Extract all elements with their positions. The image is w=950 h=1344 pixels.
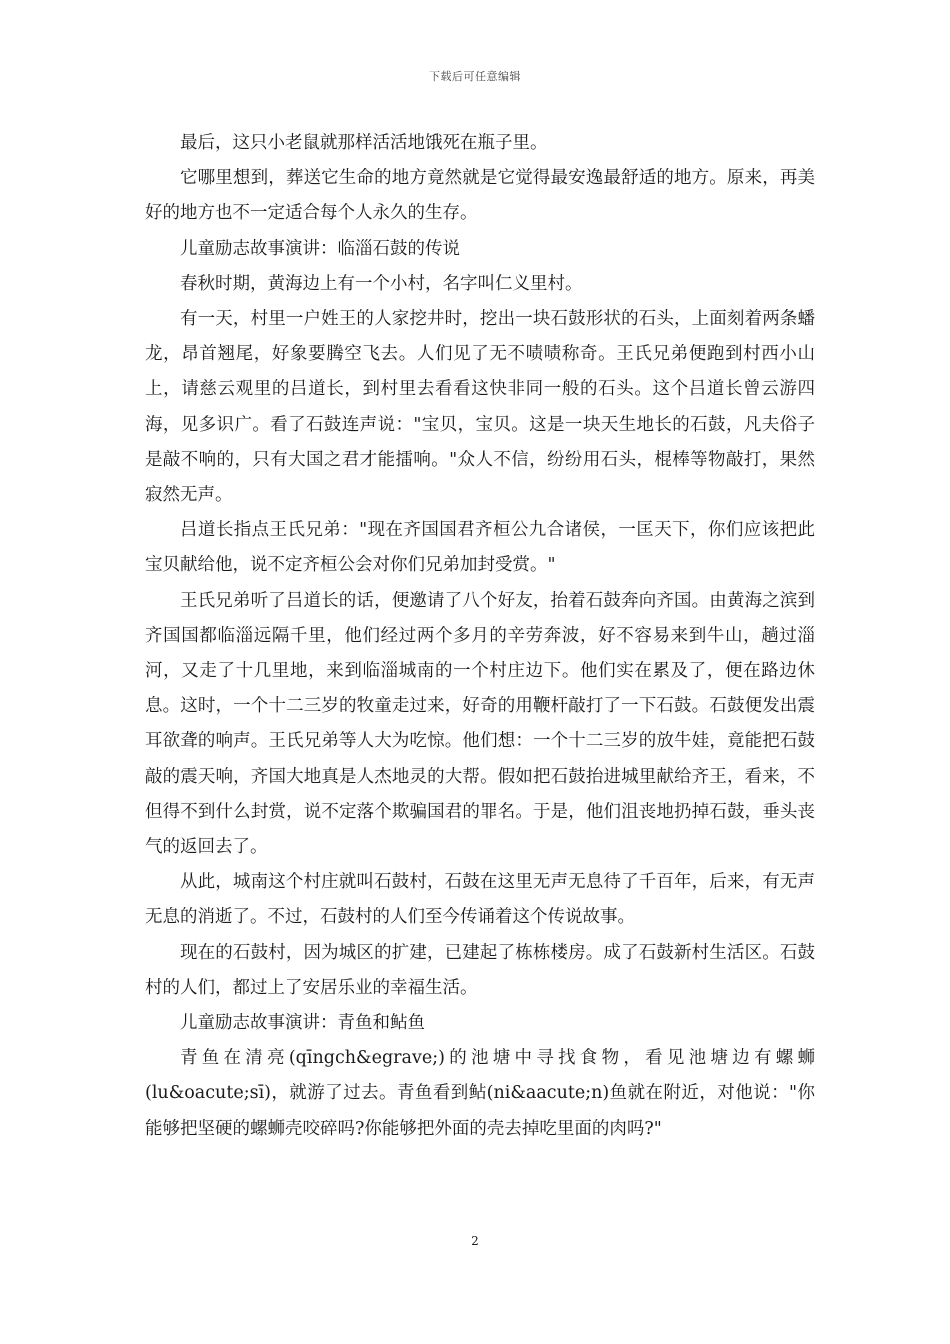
paragraph: 有一天，村里一户姓王的人家挖井时，挖出一块石鼓形状的石头，上面刻着两条蟠龙，昂首翘尾，好象要腾空飞去。人们见了无不啧啧称奇。王氏兄弟便跑到村西小山上，请慈云观里的吕道长，到村里去看看这快非同一般的石头。这个吕道长曾云游四海，见多识广。看了石鼓连声说："宝贝，宝贝。这是一块天生地长的石鼓，凡夫俗子是敲不响的，只有大国之君才能擂响。"众人不信，纷纷用石头，棍棒等物敲打，果然寂然无声。 (145, 309, 815, 506)
paragraph: 青鱼在清亮(qīngch&egrave;)的池塘中寻找食物，看见池塘边有螺蛳(lu&oacute;sī)，就游了过去。青鱼看到鲇(ni&aacute;n)鱼就在附近，对他说："你能够把坚硬的螺蛳壳咬碎吗?你能够把外面的壳去掉吃里面的肉吗?" (145, 1048, 815, 1139)
paragraph: 吕道长指点王氏兄弟："现在齐国国君齐桓公九合诸侯，一匡天下，你们应该把此宝贝献给他，说不定齐桓公会对你们兄弟加封受赏。" (145, 520, 815, 576)
paragraph: 从此，城南这个村庄就叫石鼓村，石鼓在这里无声无息待了千百年，后来，有无声无息的消逝了。不过，石鼓村的人们至今传诵着这个传说故事。 (145, 872, 815, 928)
paragraph: 王氏兄弟听了吕道长的话，便邀请了八个好友，抬着石鼓奔向齐国。由黄海之滨到齐国国都临淄远隔千里，他们经过两个多月的辛劳奔波，好不容易来到牛山，趟过淄河，又走了十几里地，来到临淄城南的一个村庄边下。他们实在累及了，便在路边休息。这时，一个十二三岁的牧童走过来，好奇的用鞭杆敲打了一下石鼓。石鼓便发出震耳欲聋的响声。王氏兄弟等人大为吃惊。他们想：一个十二三岁的放牛娃，竟能把石鼓敲的震天响，齐国大地真是人杰地灵的大帮。假如把石鼓抬进城里献给齐王，看来，不但得不到什么封赏，说不定落个欺骗国君的罪名。于是，他们沮丧地扔掉石鼓，垂头丧气的返回去了。 (145, 590, 815, 858)
page-number: 2 (471, 1234, 479, 1248)
body-text (145, 126, 815, 1147)
page-header: 下载后可任意编辑 (429, 70, 521, 83)
paragraph: 它哪里想到，葬送它生命的地方竟然就是它觉得最安逸最舒适的地方。原来，再美好的地方也不一定适合每个人永久的生存。 (145, 168, 815, 224)
section-heading: 儿童励志故事演讲：临淄石鼓的传说 (180, 238, 460, 259)
section-heading: 儿童励志故事演讲：青鱼和鲇鱼 (180, 1013, 425, 1034)
paragraph: 春秋时期，黄海边上有一个小村，名字叫仁义里村。 (180, 273, 583, 294)
paragraph: 最后，这只小老鼠就那样活活地饿死在瓶子里。 (180, 133, 548, 153)
paragraph: 现在的石鼓村，因为城区的扩建，已建起了栋栋楼房。成了石鼓新村生活区。石鼓村的人们，都过上了安居乐业的幸福生活。 (145, 942, 815, 998)
